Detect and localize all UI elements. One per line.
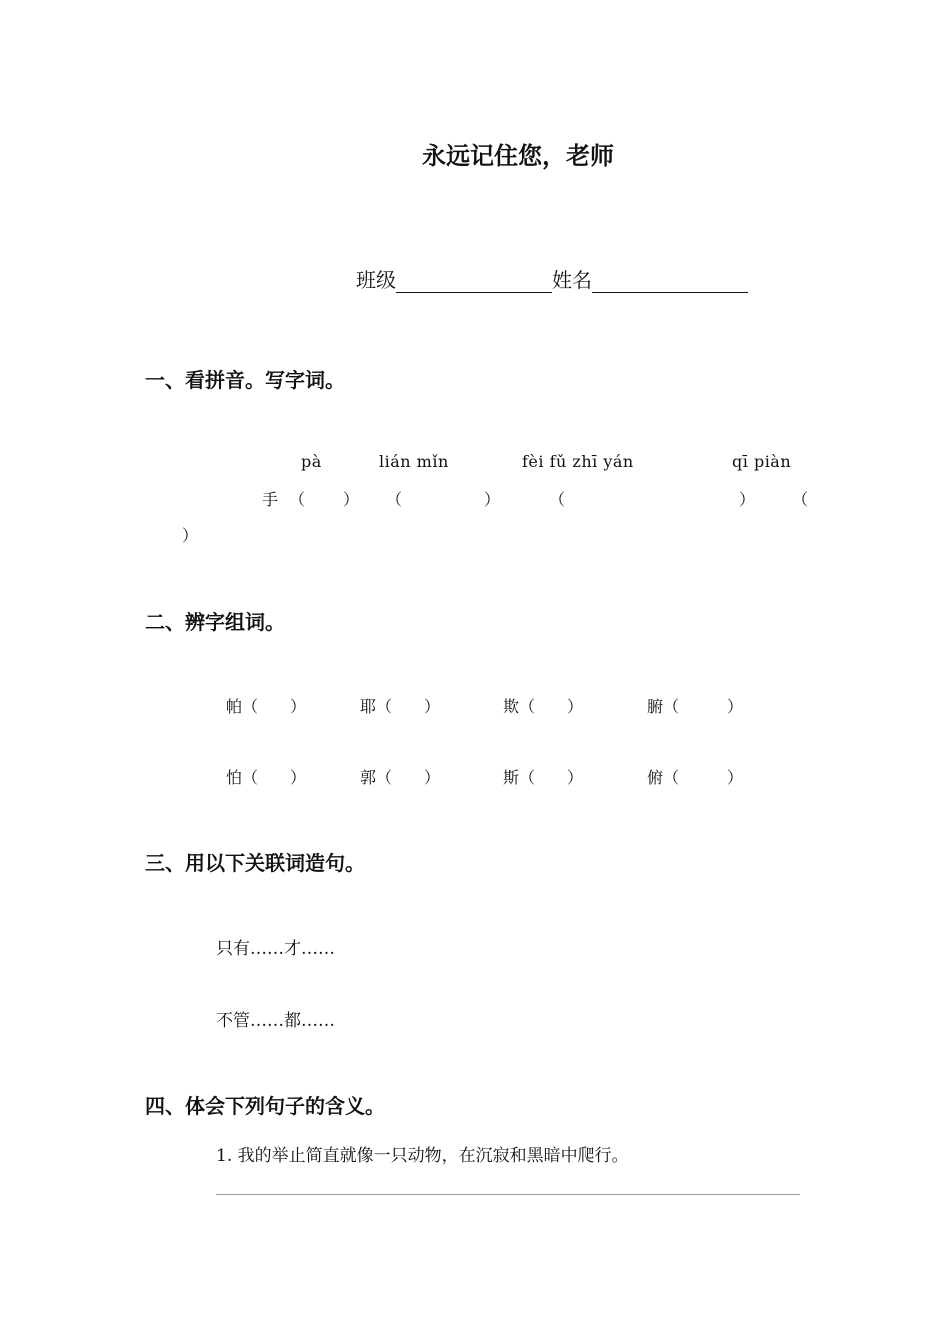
class-label: 班级: [356, 268, 396, 292]
answer-3-close: ）: [739, 490, 756, 509]
conjunction-item-2: 不管……都……: [216, 1011, 335, 1031]
answer-2-open: （: [386, 490, 403, 509]
word-ye: 耶（ ）: [360, 697, 441, 716]
word-pa2: 怕（ ）: [226, 768, 307, 787]
answer-4-open: （: [792, 490, 809, 509]
conjunction-item-1: 只有……才……: [216, 939, 335, 959]
answer-1-close: ）: [343, 490, 360, 509]
name-label: 姓名: [552, 268, 592, 292]
student-info-line: [356, 264, 748, 293]
answer-2-close: ）: [484, 490, 501, 509]
pinyin-1: pà: [301, 452, 322, 471]
sentence-1: 1. 我的举止简直就像一只动物，在沉寂和黑暗中爬行。: [216, 1146, 629, 1166]
word-fu: 腑（ ）: [647, 697, 744, 716]
answer-line[interactable]: [216, 1194, 800, 1195]
answer-prefix-hand: 手: [262, 490, 279, 509]
word-qi: 欺（ ）: [503, 697, 584, 716]
answer-4-close: ）: [182, 526, 199, 545]
section1-heading: 一、看拼音。写字词。: [145, 368, 345, 392]
answer-1-open: （: [289, 490, 306, 509]
section3-heading: 三、用以下关联词造句。: [145, 851, 365, 875]
word-fu2: 俯（ ）: [647, 768, 744, 787]
name-blank[interactable]: [592, 270, 748, 293]
answer-3-open: （: [549, 490, 566, 509]
section2-heading: 二、辨字组词。: [145, 610, 285, 634]
word-guo: 郭（ ）: [360, 768, 441, 787]
pinyin-3: fèi fǔ zhī yán: [522, 452, 634, 471]
word-pa: 帕（ ）: [226, 697, 307, 716]
pinyin-2: lián mǐn: [379, 452, 449, 471]
section4-heading: 四、体会下列句子的含义。: [145, 1094, 385, 1118]
pinyin-4: qī piàn: [732, 452, 792, 471]
document-title: 永远记住您，老师: [422, 141, 614, 170]
word-si: 斯（ ）: [503, 768, 584, 787]
class-blank[interactable]: [396, 270, 552, 293]
